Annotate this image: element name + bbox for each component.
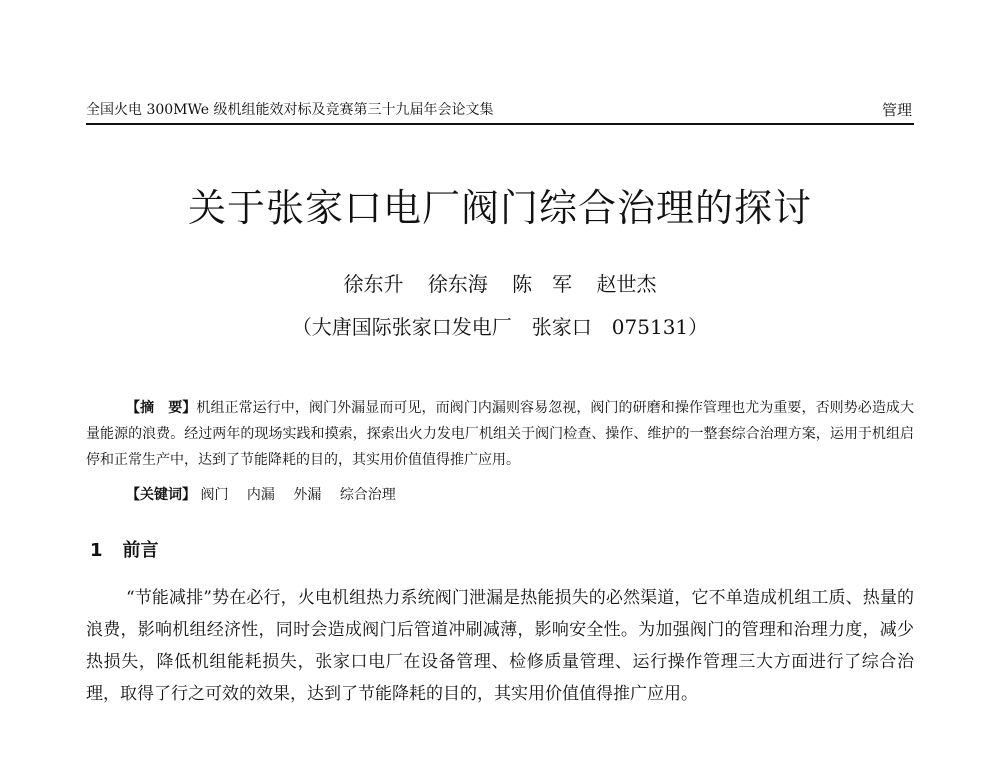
section-category: 管理 [881, 101, 912, 119]
section-number: 1 [90, 540, 103, 561]
keyword: 外漏 [293, 487, 322, 503]
keyword: 阀门 [200, 487, 229, 503]
keyword: 内漏 [246, 487, 275, 503]
section-heading [90, 537, 159, 565]
keywords-label: 【关键词】 [126, 487, 196, 503]
paper-title: 关于张家口电厂阀门综合治理的探讨 [187, 186, 812, 230]
keyword: 综合治理 [339, 487, 396, 503]
author-name: 赵世杰 [596, 272, 657, 296]
abstract-text: 机组正常运行中，阀门外漏显而可见，而阀门内漏则容易忽视，阀门的研磨和操作管理也尤为重要，否则势必造成大量能源的浪费。经过两年的现场实践和摸索，探索出火力发电厂机组关于阀门检查、操作、维护的一整套综合治理方案，运用于机组启停和正常生产中，达到了节能降耗的目的，其实用价值值得推广应用。 [86, 400, 915, 468]
running-header [86, 99, 914, 125]
body-paragraph: “节能减排”势在必行，火电机组热力系统阀门泄漏是热能损失的必然渠道，它不单造成机组工质、热量的浪费，影响机组经济性，同时会造成阀门后管道冲刷减薄，影响安全性。为加强阀门的管理和治理力度，减少热损失，降低机组能耗损失，张家口电厂在设备管理、检修质量管理、运行操作管理三大方面进行了综合治理，取得了行之可效的效果，达到了节能降耗的目的，其实用价值值得推广应用。 [86, 588, 914, 704]
abstract [86, 395, 914, 473]
keywords [126, 483, 410, 507]
author-name: 陈 军 [512, 272, 573, 296]
abstract-label: 【摘 要】 [126, 400, 197, 416]
author-list [0, 270, 1000, 298]
proceedings-title: 全国火电 300MWe 级机组能效对标及竞赛第三十九届年会论文集 [86, 102, 494, 118]
affiliation: （大唐国际张家口发电厂 张家口 075131） [291, 315, 709, 339]
author-name: 徐东海 [427, 272, 488, 296]
section-title: 前言 [122, 540, 159, 561]
author-name: 徐东升 [343, 272, 404, 296]
